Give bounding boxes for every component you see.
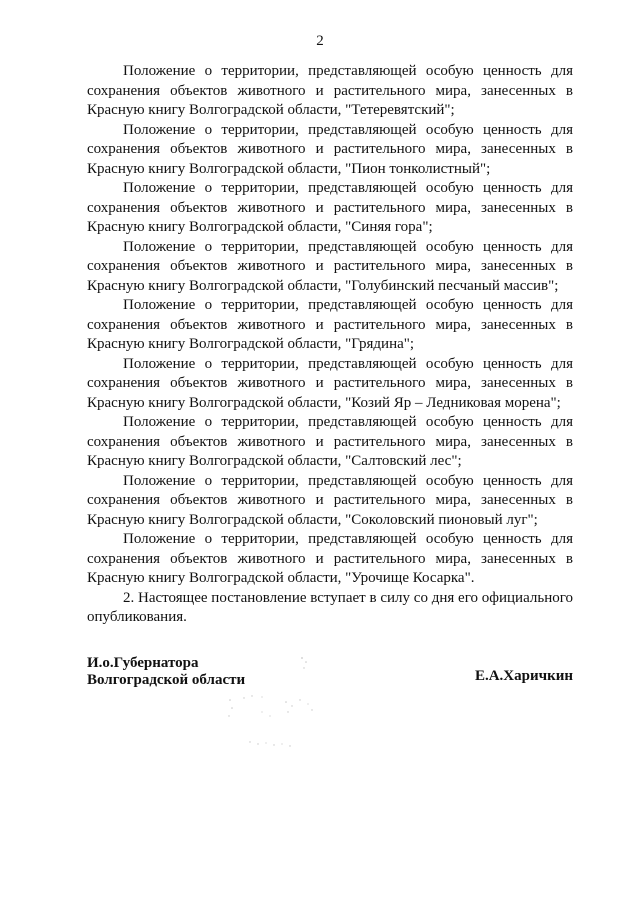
paragraph-saltovsky-les: Положение о территории, представляющей особую ценность для сохранения объектов животного и растительного мира, занесенных в Красную книгу Волгоградской области, "Салтовский лес";	[87, 414, 573, 469]
signatory-title	[87, 655, 245, 689]
paragraph-golubinsky-massiv: Положение о территории, представляющей особую ценность для сохранения объектов животного и растительного мира, занесенных в Красную книгу Волгоградской области, "Голубинский песчаный массив";	[87, 238, 573, 294]
signature-block	[87, 655, 573, 695]
signatory-title-line1: И.о.Губернатора	[87, 655, 199, 671]
paragraph-gryadina: Положение о территории, представляющей особую ценность для сохранения объектов животного и растительного мира, занесенных в Красную книгу Волгоградской области, "Грядина";	[87, 297, 573, 352]
signatory-title-line2: Волгоградской области	[87, 672, 246, 688]
page-number: 2	[316, 33, 324, 49]
paragraph-sinyaya-gora: Положение о территории, представляющей особую ценность для сохранения объектов животного и растительного мира, занесенных в Красную книгу Волгоградской области, "Синяя гора";	[87, 180, 573, 235]
paragraph-effective-date: 2. Настоящее постановление вступает в силу со дня его официального опубликования.	[87, 589, 573, 625]
paragraph-pion-tonkolistny: Положение о территории, представляющей особую ценность для сохранения объектов животного и растительного мира, занесенных в Красную книгу Волгоградской области, "Пион тонколистный";	[87, 121, 573, 177]
paragraph-sokolovsky-lug: Положение о территории, представляющей особую ценность для сохранения объектов животного и растительного мира, занесенных в Красную книгу Волгоградской области, "Соколовский пионовый луг";	[87, 472, 573, 528]
paragraph-tetereviatsky: Положение о территории, представляющей особую ценность для сохранения объектов животного и растительного мира, занесенных в Красную книгу Волгоградской области, "Тетеревятский";	[87, 63, 573, 118]
signatory-name: Е.А.Харичкин	[474, 668, 573, 684]
paragraph-kozy-yar: Положение о территории, представляющей особую ценность для сохранения объектов животного и растительного мира, занесенных в Красную книгу Волгоградской области, "Козий Яр – Ледниковая морена";	[87, 355, 573, 411]
paragraph-urochishche-kosarka: Положение о территории, представляющей особую ценность для сохранения объектов животного и растительного мира, занесенных в Красную книгу Волгоградской области, "Урочище Косарка".	[87, 531, 573, 586]
document-body	[87, 62, 573, 628]
